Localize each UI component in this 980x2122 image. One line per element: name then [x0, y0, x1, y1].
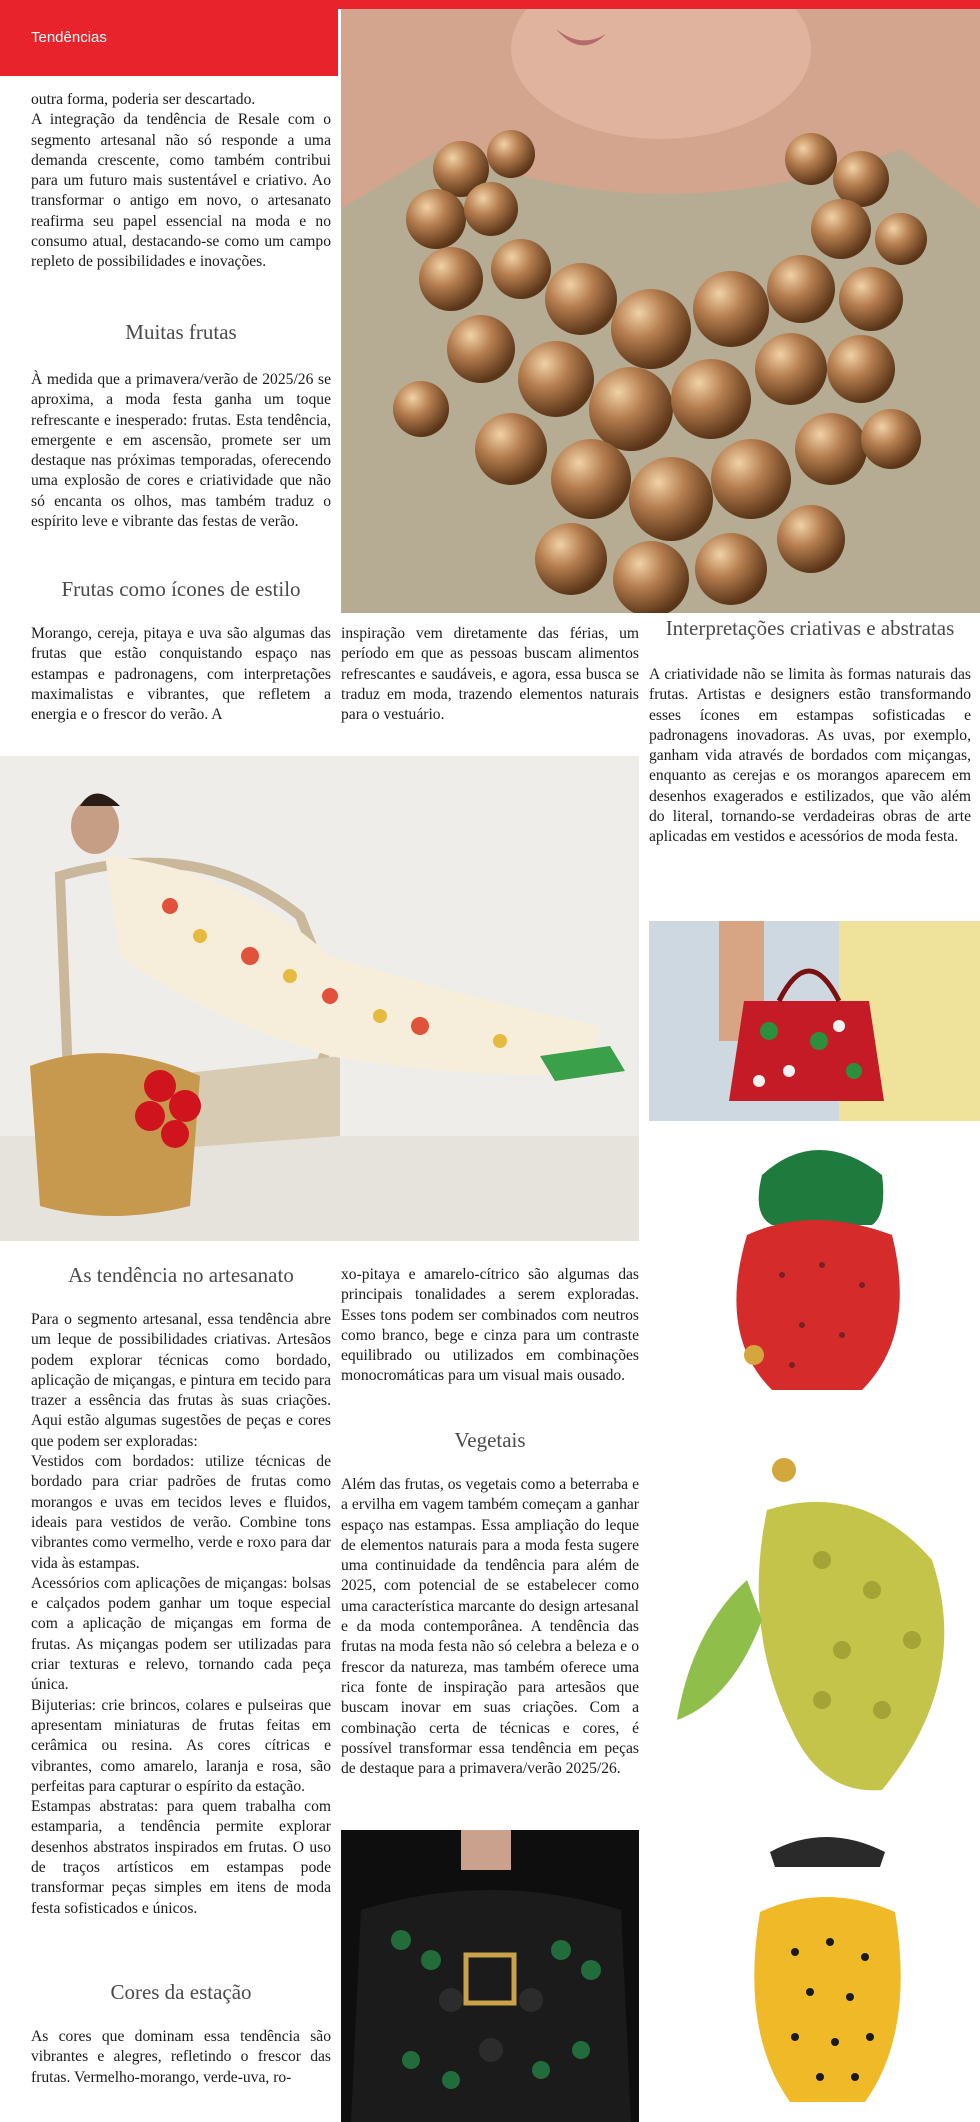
section-tab-label: Tendências: [31, 29, 107, 46]
vegetais-text: [341, 1475, 639, 1779]
intro-line: outra forma, poderia ser descartado.: [31, 91, 256, 108]
artesanato-paragraph: Bijuterias: crie brincos, colares e pulseiras que apresentam miniaturas de frutas feitas em cerâmica ou resina. As cores cítricas e vibrantes, como amarelo, laranja e rosa, são perfeitas para capturar o espírito da estação.: [31, 1696, 331, 1795]
black-grape-bag-photo: [341, 1830, 639, 2122]
muitas-frutas-paragraph: À medida que a primavera/verão de 2025/26 se aproxima, a moda festa ganha um toque refrescante e inesperado: frutas. Esta tendência, emergente e em ascensão, promete ser um destaque nas próximas temporadas, oferecendo uma explosão de cores e criatividade que não só encanta os olhos, mas também traduz o espírito leve e vibrante das festas de verão.: [31, 371, 331, 531]
frutas-icones-col1: [31, 624, 331, 725]
strawberry-bag-photo: [649, 921, 980, 1121]
necklace-photo: [341, 9, 980, 613]
heading-interpretacoes: Interpretações criativas e abstratas: [665, 616, 955, 640]
intro-text: [31, 90, 331, 273]
intro-paragraph: A integração da tendência de Resale com o segmento artesanal não só responde a uma demanda crescente, como também contribui para um futuro mais sustentável e criativo. Ao transformar o antigo em novo, o artesanato reafirma seu papel essencial na moda e no consumo atual, destacando-se como um campo repleto de possibilidades e inovações.: [31, 111, 331, 271]
frutas-icones-col2-text: inspiração vem diretamente das férias, um período em que as pessoas buscam alimentos refrescantes e saudáveis, e agora, essa busca se traduz em moda, trazendo elementos naturais para o vestuário.: [341, 625, 639, 724]
heading-artesanato: As tendência no artesanato: [68, 1263, 294, 1287]
artesanato-paragraph: Para o segmento artesanal, essa tendência abre um leque de possibilidades criativas. Artesãos podem explorar técnicas como bordado, aplicação de miçangas, e pintura em tecido para trazer a essência das frutas às suas criações. Aqui estão algumas sugestões de peças e cores que podem ser exploradas:: [31, 1311, 331, 1450]
interpretacoes-paragraph: A criatividade não se limita às formas naturais das frutas. Artistas e designers estão transformando esses ícones em estampas sofisticadas e padronagens inovadoras. As uvas, por exemplo, ganham vida através de bordados com miçangas, enquanto as cerejas e os morangos aparecem em desenhos exagerados e estilizados, que vão além do literal, tornando-se verdadeiras obras de arte aplicadas em vestidos e acessórios de moda festa.: [649, 666, 971, 846]
cores-col2-text: xo-pitaya e amarelo-cítrico são algumas das principais tonalidades a serem exploradas. Esses tons podem ser combinados com neutros como branco, bege e cinza para um contraste equilibrado ou utilizados em combinações monocromáticas para um visual mais ousado.: [341, 1266, 639, 1385]
interpretacoes-text: [649, 665, 971, 848]
cores-col2: [341, 1265, 639, 1387]
cores-col1: [31, 2027, 331, 2088]
green-fruit-bag-photo: [672, 1450, 980, 1805]
heading-vegetais: Vegetais: [454, 1428, 526, 1452]
artesanato-paragraph: Vestidos com bordados: utilize técnicas de bordado para criar padrões de frutas como morangos e uvas em tecidos leves e fluidos, ideais para vestidos de verão. Combine tons vibrantes como vermelho, verde e roxo para dar vida às estampas.: [31, 1453, 331, 1572]
muitas-frutas-text: [31, 370, 331, 532]
heading-muitas-frutas: Muitas frutas: [125, 320, 237, 344]
beaded-strawberry-bag-photo: [672, 1135, 958, 1405]
yellow-bag-photo: [700, 1822, 950, 2122]
dress-photo: [0, 756, 639, 1241]
vegetais-paragraph: Além das frutas, os vegetais como a beterraba e a ervilha em vagem também começam a ganhar espaço nas estampas. Essa ampliação do leque de elementos naturais para a moda festa sugere uma continuidade da tendência para além de 2025, com potencial de se estabelecer como uma característica marcante do design artesanal e da moda contemporânea. A tendência das frutas na moda festa não só celebra a beleza e o frescor da natureza, mas também oferece uma rica fonte de inspiração para artesãos que buscam inovar em suas criações. Com a combinação certa de técnicas e cores, é possível transformar essa tendência em peças de destaque para a primavera/verão 2025/26.: [341, 1476, 639, 1778]
frutas-icones-col1-text: Morango, cereja, pitaya e uva são algumas das frutas que estão conquistando espaço nas estampas e padronagens, com interpretações maximalistas e vibrantes, que refletem a energia e o frescor do verão. A: [31, 625, 331, 724]
cores-col1-text: As cores que dominam essa tendência são vibrantes e alegres, refletindo o frescor das frutas. Vermelho-morango, verde-uva, ro-: [31, 2028, 331, 2086]
artesanato-paragraph: Estampas abstratas: para quem trabalha com estamparia, a tendência permite explorar desenhos abstratos inspirados em frutas. O uso de traços artísticos em estampas pode transformar peças simples em itens de moda festa sofisticados e únicos.: [31, 1798, 331, 1917]
heading-frutas-icones: Frutas como ícones de estilo: [61, 577, 301, 601]
section-tab: [0, 0, 338, 76]
heading-cores: Cores da estação: [110, 1980, 252, 2004]
artesanato-text: [31, 1310, 331, 1919]
artesanato-paragraph: Acessórios com aplicações de miçangas: bolsas e calçados podem ganhar um toque especial com a aplicação de miçangas em forma de frutas. As miçangas podem ser utilizadas para criar texturas e relevo, tornando cada peça única.: [31, 1574, 331, 1694]
frutas-icones-col2: [341, 624, 639, 725]
